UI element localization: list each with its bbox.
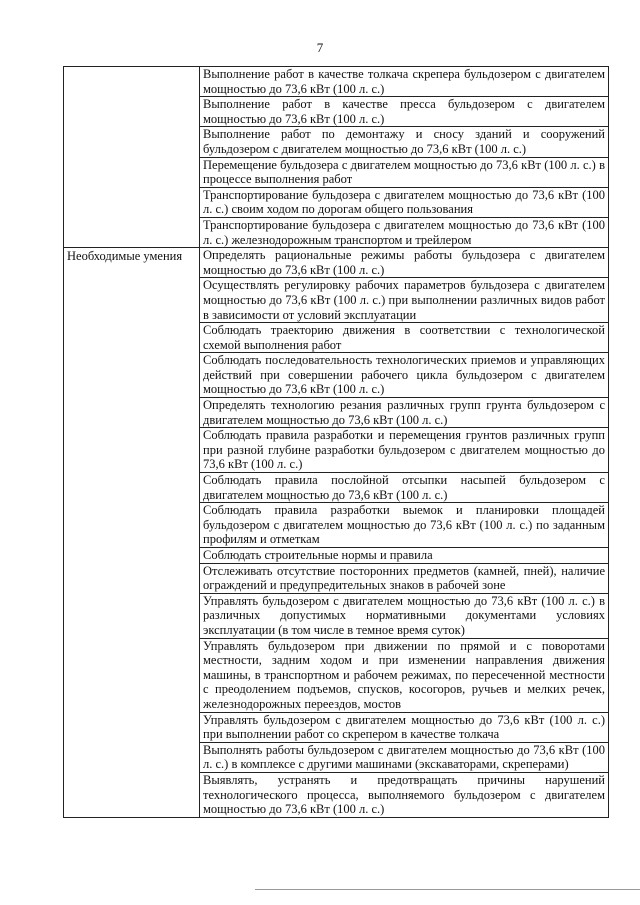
table-row	[64, 248, 609, 278]
table-item-cell: Определять рациональные режимы работы бульдозера с двигателем мощностью до 73,6 кВт (100 л. с.)	[200, 248, 609, 278]
table-item-cell: Выявлять, устранять и предотвращать причины нарушений технологического процесса, выполняемого бульдозером с двигателем мощностью до 73,6 кВт (100 л. с.)	[200, 772, 609, 817]
table-item-cell: Транспортирование бульдозера с двигателем мощностью до 73,6 кВт (100 л. с.) своим ходом по дорогам общего пользования	[200, 187, 609, 217]
table-item-cell: Определять технологию резания различных групп грунта бульдозером с двигателем мощностью до 73,6 кВт (100 л. с.)	[200, 398, 609, 428]
table-item-cell: Соблюдать траекторию движения в соответствии с технологической схемой выполнения работ	[200, 323, 609, 353]
competency-table-body	[64, 67, 609, 818]
table-item-cell: Отслеживать отсутствие посторонних предметов (камней, пней), наличие ограждений и предупредительных знаков в рабочей зоне	[200, 563, 609, 593]
table-item-cell: Соблюдать правила разработки выемок и планировки площадей бульдозером с двигателем мощностью до 73,6 кВт (100 л. с.) по заданным профилям и отметкам	[200, 503, 609, 548]
table-item-cell: Транспортирование бульдозера с двигателем мощностью до 73,6 кВт (100 л. с.) железнодорожным транспортом и трейлером	[200, 217, 609, 247]
group-label-cell	[64, 67, 200, 248]
group-label-cell: Необходимые умения	[64, 248, 200, 818]
table-item-cell: Выполнение работ в качестве толкача скрепера бульдозером с двигателем мощностью до 73,6 кВт (100 л. с.)	[200, 67, 609, 97]
table-item-cell: Выполнение работ по демонтажу и сносу зданий и сооружений бульдозером с двигателем мощностью до 73,6 кВт (100 л. с.)	[200, 127, 609, 157]
table-item-cell: Соблюдать строительные нормы и правила	[200, 548, 609, 564]
page-bottom-rule	[255, 889, 640, 890]
table-item-cell: Осуществлять регулировку рабочих параметров бульдозера с двигателем мощностью до 73,6 кВт (100 л. с.) при выполнении различных видов работ в зависимости от условий эксплуатации	[200, 278, 609, 323]
competency-table	[63, 66, 609, 818]
table-item-cell: Управлять бульдозером с двигателем мощностью до 73,6 кВт (100 л. с.) в различных допустимых нормативными документами условиях эксплуатации (в том числе в темное время суток)	[200, 593, 609, 638]
table-item-cell: Соблюдать последовательность технологических приемов и управляющих действий при совершении рабочего цикла бульдозером с двигателем мощностью до 73,6 кВт (100 л. с.)	[200, 353, 609, 398]
table-item-cell: Выполнение работ в качестве пресса бульдозером с двигателем мощностью до 73,6 кВт (100 л. с.)	[200, 97, 609, 127]
table-row	[64, 67, 609, 97]
table-item-cell: Соблюдать правила разработки и перемещения грунтов различных групп при разной глубине разработки бульдозером с двигателем мощностью до 73,6 кВт (100 л. с.)	[200, 428, 609, 473]
table-item-cell: Управлять бульдозером при движении по прямой и с поворотами местности, задним ходом и при изменении направления движения машины, в транспортном и рабочем режимах, по пересеченной местности с преодолением подъемов, спусков, косогоров, ручьев и мелких речек, железнодорожных переездов, мостов	[200, 638, 609, 712]
table-item-cell: Соблюдать правила послойной отсыпки насыпей бульдозером с двигателем мощностью до 73,6 кВт (100 л. с.)	[200, 473, 609, 503]
table-item-cell: Перемещение бульдозера с двигателем мощностью до 73,6 кВт (100 л. с.) в процессе выполнения работ	[200, 157, 609, 187]
table-item-cell: Управлять бульдозером с двигателем мощностью до 73,6 кВт (100 л. с.) при выполнении работ со скрепером в качестве толкача	[200, 712, 609, 742]
table-item-cell: Выполнять работы бульдозером с двигателем мощностью до 73,6 кВт (100 л. с.) в комплексе с другими машинами (экскаваторами, скреперами)	[200, 742, 609, 772]
page-number: 7	[316, 40, 324, 55]
